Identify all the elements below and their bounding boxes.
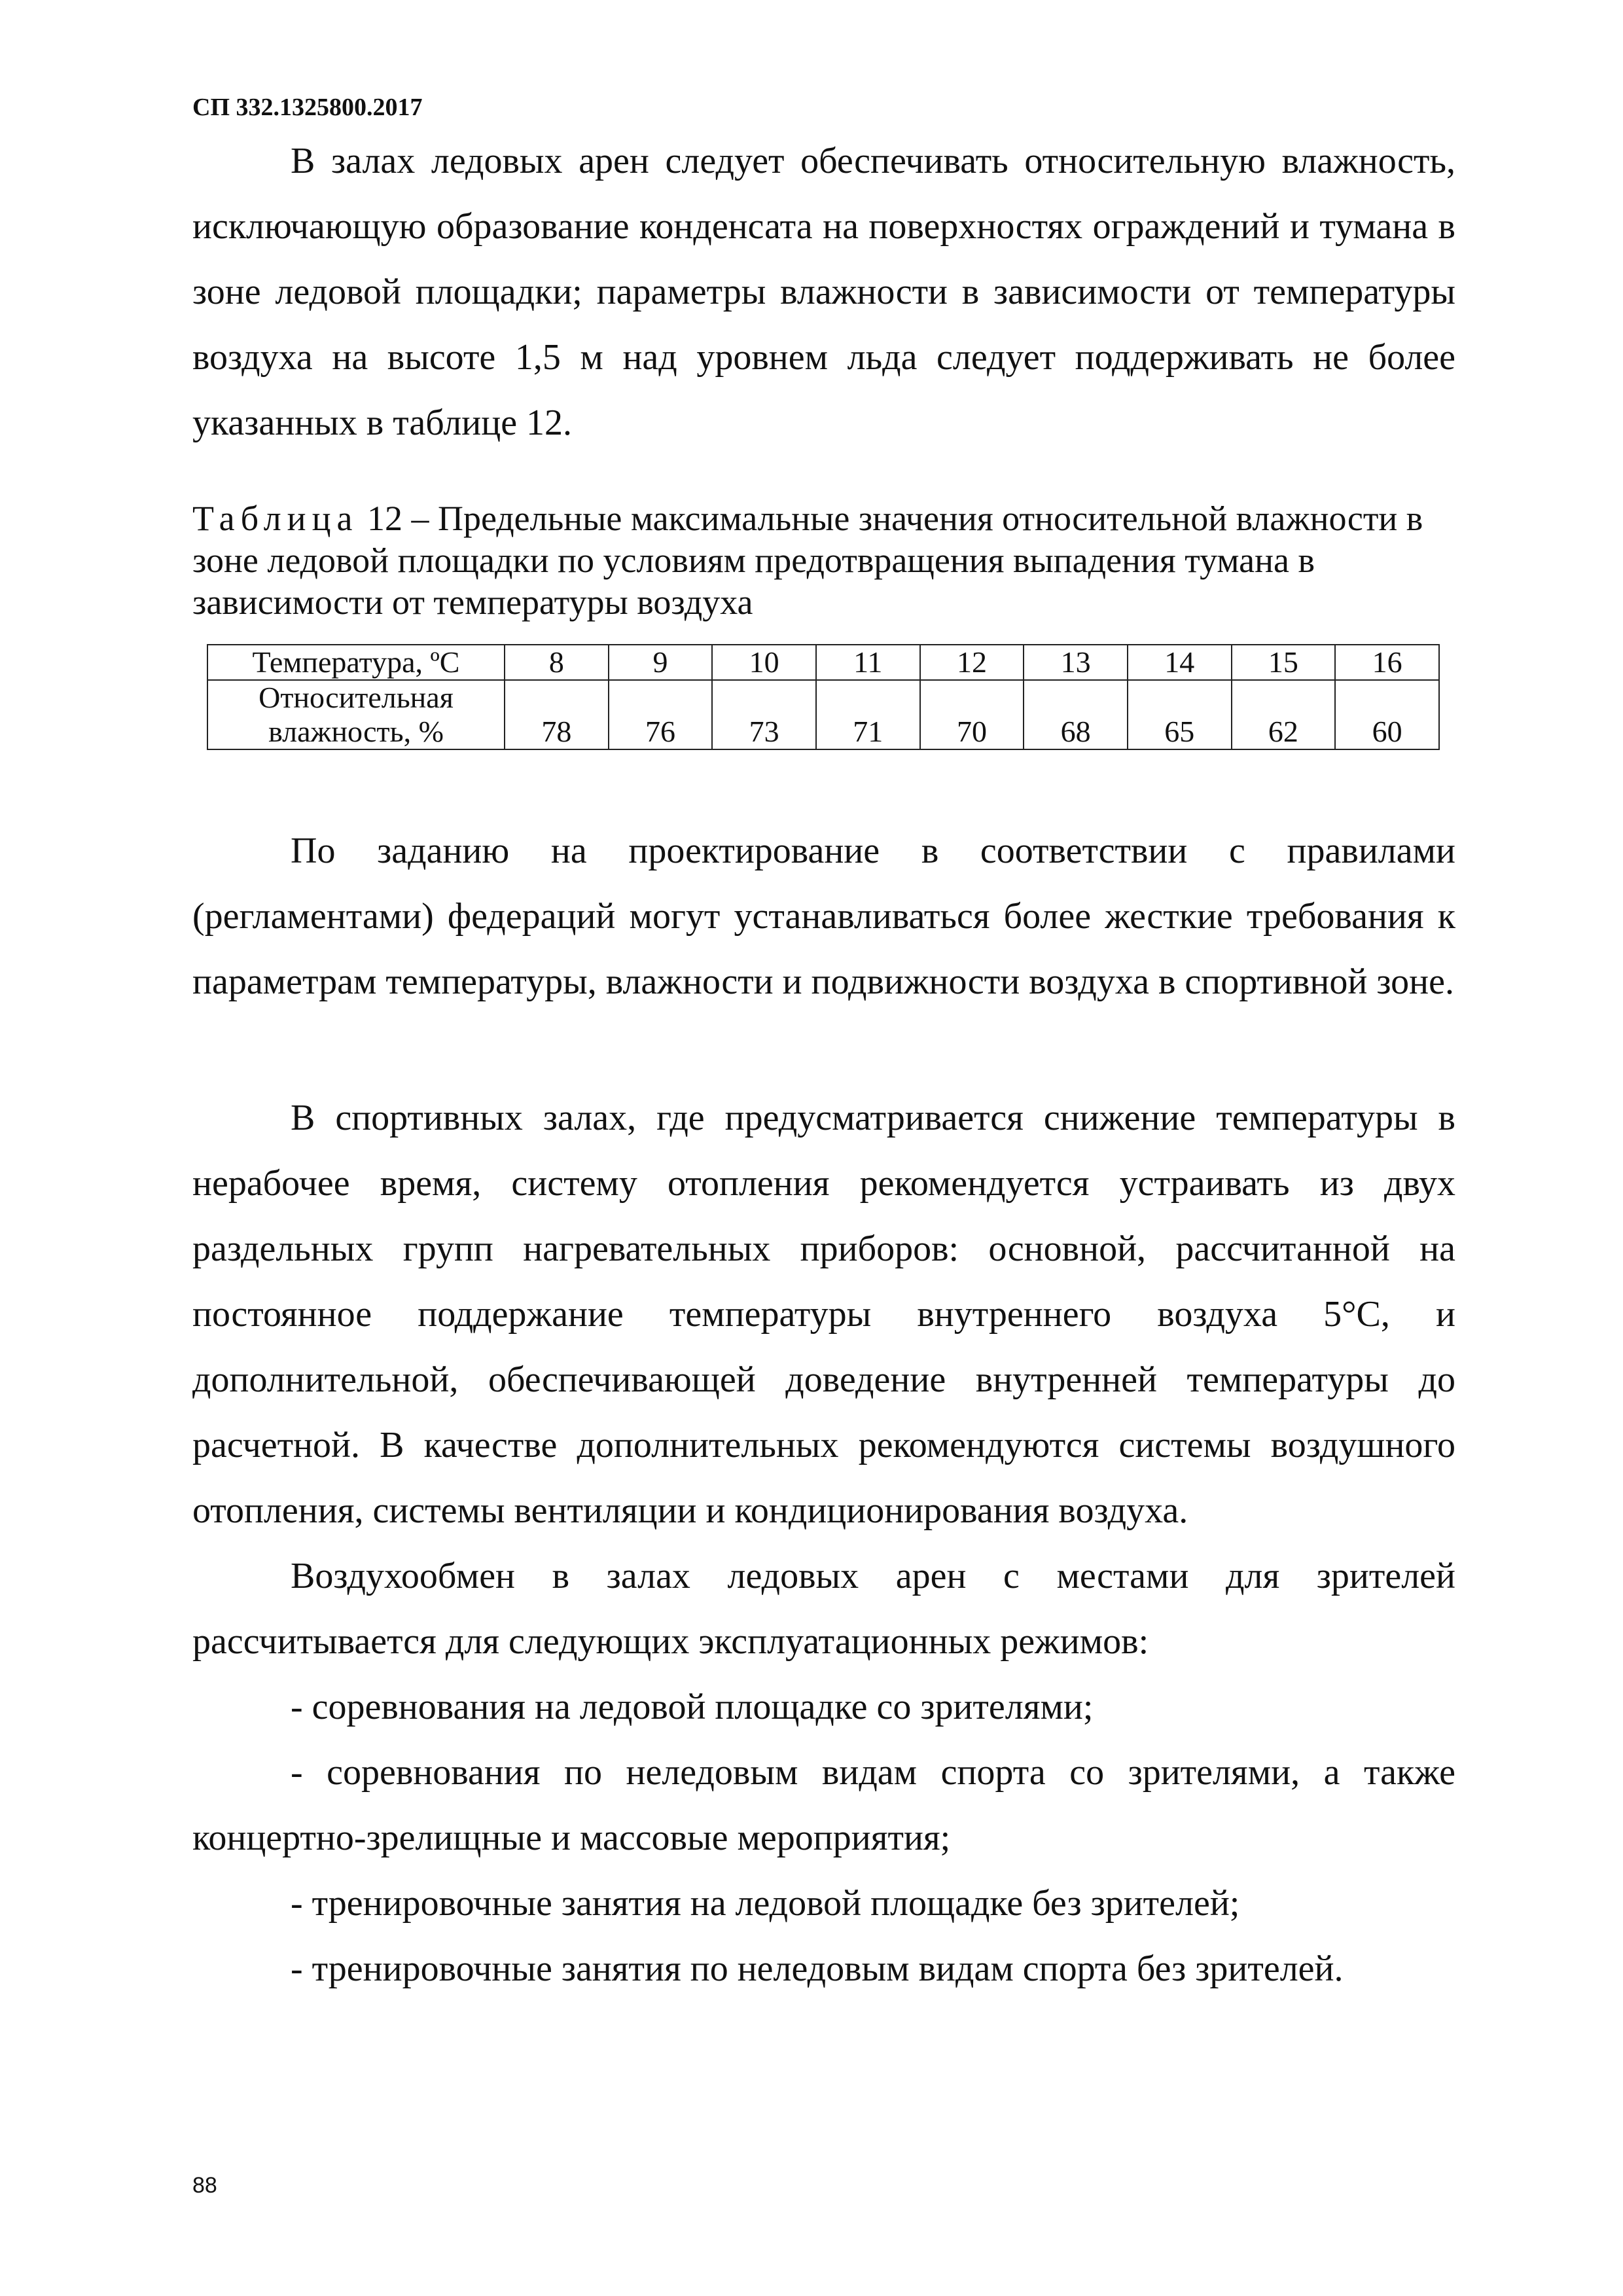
table-cell: 65	[1128, 680, 1232, 749]
table-cell: 68	[1024, 680, 1128, 749]
table-caption	[192, 497, 1455, 623]
table-row-temperature	[207, 645, 1439, 680]
humidity-table	[207, 644, 1440, 750]
table-cell: 11	[816, 645, 920, 680]
paragraph-federation-rules	[192, 818, 1455, 1014]
table-cell: 70	[920, 680, 1024, 749]
table-cell: 15	[1232, 645, 1336, 680]
table-cell: 13	[1024, 645, 1128, 680]
table-cell: 60	[1335, 680, 1439, 749]
paragraph-text: В спортивных залах, где предусматривается снижение температуры в нерабочее время, систему отопления рекомендуется устраивать из двух раздельных групп нагревательных приборов: основной, рассчитанной на постоянное поддержание температуры внутреннего воздуха 5°C, и дополнительной, обеспечивающей доведение внутренней температуры до расчетной. В качестве дополнительных рекомендуются системы воздушного отопления, системы вентиляции и кондиционирования воздуха.	[192, 1098, 1455, 1531]
paragraph-humidity	[192, 128, 1455, 456]
table-caption-label: Таблица	[192, 499, 359, 538]
table-cell: 71	[816, 680, 920, 749]
paragraph-text: Воздухообмен в залах ледовых арен с местами для зрителей рассчитывается для следующих эксплуатационных режимов:	[192, 1556, 1455, 1662]
table-cell: 16	[1335, 645, 1439, 680]
table-cell: 62	[1232, 680, 1336, 749]
list-item: - тренировочные занятия на ледовой площадке без зрителей;	[291, 1883, 1240, 1924]
table-cell: 9	[609, 645, 713, 680]
paragraph-air-exchange	[192, 1543, 1455, 1674]
header-line: Относительная	[259, 681, 454, 714]
table-cell: 73	[712, 680, 816, 749]
table-cell: 78	[505, 680, 609, 749]
list-item: - тренировочные занятия по неледовым видам спорта без зрителей.	[291, 1948, 1344, 1989]
page-number: 88	[192, 2173, 217, 2198]
table-header-humidity	[207, 680, 505, 749]
table-cell: 14	[1128, 645, 1232, 680]
document-code: СП 332.1325800.2017	[192, 94, 423, 121]
list-item: - соревнования на ледовой площадке со зрителями;	[291, 1687, 1094, 1727]
paragraph-text: По заданию на проектирование в соответствии с правилами (регламентами) федераций могут устанавливаться более жесткие требования к параметрам температуры, влажности и подвижности воздуха в спортивной зоне.	[192, 831, 1455, 1002]
list-item: - соревнования по неледовым видам спорта со зрителями, а также концертно-зрелищные и массовые мероприятия;	[192, 1752, 1455, 1858]
table-header-temperature: Температура, ºC	[207, 645, 505, 680]
table-cell: 10	[712, 645, 816, 680]
header-line: влажность, %	[268, 715, 444, 748]
table-cell: 8	[505, 645, 609, 680]
paragraph-text: В залах ледовых арен следует обеспечивать относительную влажность, исключающую образование конденсата на поверхностях ограждений и тумана в зоне ледовой площадки; параметры влажности в зависимости от температуры воздуха на высоте 1,5 м над уровнем льда следует поддерживать не более указанных в таблице 12.	[192, 141, 1455, 443]
paragraph-heating-system	[192, 1085, 1455, 1543]
table-cell: 76	[609, 680, 713, 749]
operating-modes-list	[192, 1674, 1455, 2001]
table-row-humidity	[207, 680, 1439, 749]
table-cell: 12	[920, 645, 1024, 680]
table-caption-text: 12 – Предельные максимальные значения относительной влажности в зоне ледовой площадки по условиям предотвращения выпадения тумана в зависимости от температуры воздуха	[192, 499, 1423, 622]
